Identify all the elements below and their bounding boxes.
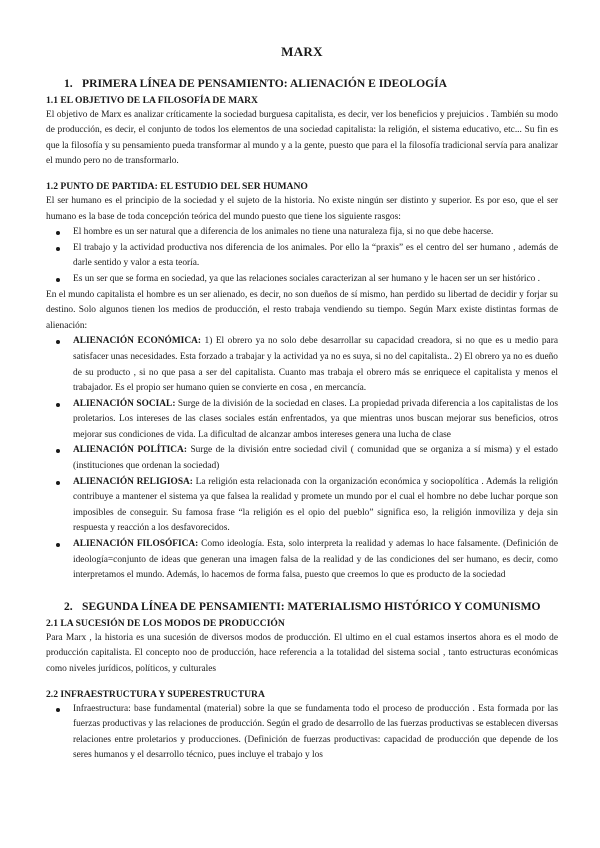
list-item-alienation-filosofica [46,537,558,584]
section-2-title: SEGUNDA LÍNEA DE PENSAMIENTI: MATERIALISMO HISTÓRICO Y COMUNISMO [82,599,541,613]
alienation-text: 1) El obrero ya no solo debe desarrollar su capacidad creadora, si no que es u medio para satisfacer unas necesidades. Esta forzado a trabajar y la actividad ya no es suya, si no del capitalista.. 2) El obrero ya no es dueño de su producto , si no que pasa a ser del capitalista. Cuanto mas trabaja el obrero más se enriquece el capitalista y menos el trabajador. Es el propio ser humano quien se convierte en cosa , en mercancía. [73,336,558,394]
alienation-label: ALIENACIÓN SOCIAL: [73,398,176,409]
alienation-label: ALIENACIÓN RELIGIOSA: [73,476,193,487]
section-1-number: 1. [64,76,73,90]
page-title: MARX [281,44,323,59]
list-item-alienation-religiosa [46,475,558,537]
alienation-label: ALIENACIÓN ECONÓMICA: [73,336,201,347]
list-item-alienation-politica [46,443,558,474]
list-item: Es un ser que se forma en sociedad, ya que las relaciones sociales caracterizan al ser humano y le hacen ser un ser histórico . [46,272,558,288]
section-1-title: PRIMERA LÍNEA DE PENSAMIENTO: ALIENACIÓN E IDEOLOGÍA [82,76,448,90]
list-item-alienation-social [46,397,558,444]
document-body [46,40,558,764]
subsection-1-2-intro: El ser humano es el principio de la sociedad y el sujeto de la historia. No existe ningún ser distinto y superior. Es por eso, que el ser humano es la base de toda concepción teórica del mundo puesto que tiene los siguiente rasgos: [46,195,558,222]
subsection-1-2-heading: 1.2 PUNTO DE PARTIDA: EL ESTUDIO DEL SER HUMANO [46,180,308,192]
alienation-list [46,334,558,584]
human-traits-list [46,225,558,287]
alienation-text: Surge de la división entre sociedad civil ( comunidad que se organiza a sí misma) y el estado (instituciones que ordenan la sociedad) [73,445,558,472]
subsection-1-1-text: El objetivo de Marx es analizar críticamente la sociedad burguesa capitalista, es decir, ver los beneficios y prejuicios . También su modo de producción, es decir, el conjunto de todos los elementos de una sociedad capitalista: la religión, el sistema educativo, etc... Su fin es que la filosofía y su pensamiento pueda transformar al mundo y a la gente, puesto que para el la filosofía tradicional servía para analizar el mundo pero no de transformarlo. [46,109,558,167]
subsection-2-1-heading: 2.1 LA SUCESIÓN DE LOS MODOS DE PRODUCCIÓN [46,617,285,629]
list-item: El hombre es un ser natural que a diferencia de los animales no tiene una naturaleza fija, si no que debe hacerse. [46,225,558,241]
alienation-intro: En el mundo capitalista el hombre es un ser alienado, es decir, no son dueños de sí mismo, han perdido su libertad de decidir y forjar su destino. Solo algunos tienen los medios de producción, el resto trabaja vendiendo su tiempo. Según Marx existe distintas formas de alienación: [46,289,558,331]
alienation-label: ALIENACIÓN FILOSÓFICA: [73,539,199,550]
section-2-number: 2. [64,599,73,613]
subsection-2-1-text: Para Marx , la historia es una sucesión de diversos modos de producción. El ultimo en el cual estamos insertos ahora es el modo de producción capitalista. El concepto noo de producción, hace referencia a la totalidad del sistema social , tanto estructuras económicas como niveles jurídicos, políticos, y culturales [46,632,558,674]
alienation-label: ALIENACIÓN POLÍTICA: [73,445,187,456]
subsection-2-2-heading: 2.2 INFRAESTRUCTURA Y SUPERESTRUCTURA [46,688,265,700]
list-item: El trabajo y la actividad productiva nos diferencia de los animales. Por ello la “praxis” es el centro del ser humano , además de darle sentido y valor a esta teoría. [46,241,558,272]
section-2-heading [46,599,558,615]
structure-list [46,702,558,764]
subsection-1-1-heading: 1.1 EL OBJETIVO DE LA FILOSOFÍA DE MARX [46,94,258,106]
section-1-heading [46,76,558,92]
alienation-text: Surge de la división de la sociedad en clases. La propiedad privada diferencia a los capitalistas de los proletarios. Los intereses de las clases sociales están enfrentados, ya que mientras unos buscan mejorar sus beneficios, otros mejorar sus condiciones de vida. La dificultad de alcanzar ambos intereses genera una lucha de clase [73,398,558,440]
alienation-text: Como ideología. Esta, solo interpreta la realidad y ademas lo hace falsamente. (Definición de ideología=conjunto de ideas que generan una imagen falsa de la realidad y de las condiciones del ser humano, es decir, como interpretamos el mundo. Además, lo hacemos de forma falsa, puesto que creemos lo que es producto de la sociedad [73,539,558,581]
alienation-text: La religión esta relacionada con la organización económica y sociopolítica . Además la religión contribuye a mantener el sistema ya que falsea la realidad y promete un mundo por el cual el hombre no debe luchar porque son imposibles de conseguir. Su famosa frase “la religión es el opio del pueblo” significa eso, la religión inmoviliza y deja sin respuesta y reacción a los desfavorecidos. [73,476,558,534]
list-item-alienation-economica [46,334,558,396]
list-item: Infraestructura: base fundamental (material) sobre la que se fundamenta todo el proceso de producción . Esta formada por las fuerzas productivas y las relaciones de producción. Según el grado de desarrollo de las fuerzas productivas se establecen diversas relaciones entre proletarios y producciones. (Definición de fuerzas productivas: capacidad de producción que depende de los seres humanos y el desarrollo técnico, pues incluye el trabajo y los [46,702,558,764]
